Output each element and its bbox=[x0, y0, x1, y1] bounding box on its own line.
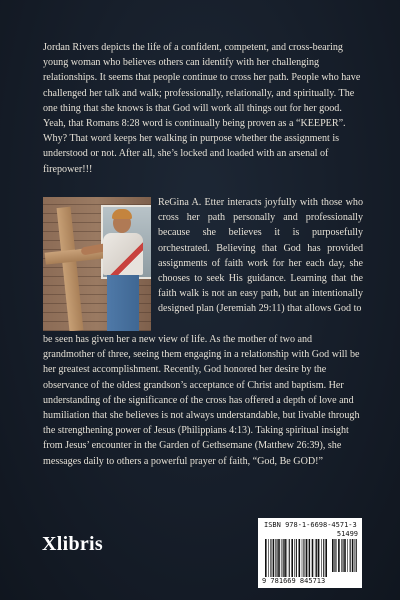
author-jeans bbox=[107, 275, 139, 331]
author-shirt bbox=[103, 233, 143, 275]
author-hair bbox=[112, 209, 132, 219]
barcode-addon-bars bbox=[331, 539, 358, 572]
publisher-logo: Xlibris bbox=[42, 533, 103, 555]
author-photo bbox=[43, 197, 151, 331]
price-code: 51499 bbox=[336, 530, 358, 538]
synopsis-paragraph: Jordan Rivers depicts the life of a confident, competent, and cross-bearing young woman who believes others can identify with her challenging relationships. It seems that people continue to cross her path. People who have challenged her talk and walk; professionally, relationally, and spiritually. The one thing that she knows is that God will work all things out for her good. Yeah, that Romans 8:28 word is continually being proven as a “KEEPER”. Why? That word keeps her walking in purpose whether the assignment is understood or not. After all, she’s locked and loaded with an arsenal of firepower!!! bbox=[43, 42, 361, 175]
barcode-digits: 9 781669 845713 bbox=[262, 577, 326, 585]
author-bio-continued: be seen has given her a new view of life. As the mother of two and grandmother of three, seeing them engaging in a relationship with God will be her greatest accomplishment. Recently, God honored her desire by the observance of the oldest grandson’s acceptance of Christ and baptism. Her understanding of the significance of the cross has offered a depth of love and humiliation that she believes is not always understandable, but livable through the strengthening power of Jesus (Philippians 4:13). Taking spiritual insight from Jesus’ encounter in the Garden of Gethsemane (Matthew 26:39), she messages daily to others a powerful prayer of faith, “God, Be GOD!” bbox=[43, 334, 360, 467]
isbn-label: ISBN 978-1-6698-4571-3 bbox=[264, 521, 357, 529]
author-bio-beside-photo: ReGina A. Etter interacts joyfully with those who cross her path personally and professionally because she believes it is purposefully orchestrated. Believing that God has provided assignments of faith work for her each day, she chooses to seek His guidance. Learning that the faith walk is not an easy path, but an intentionally designed plan (Jeremiah 29:11) that allows God to bbox=[158, 197, 363, 315]
barcode-bars bbox=[264, 539, 328, 577]
isbn-barcode bbox=[258, 518, 362, 588]
